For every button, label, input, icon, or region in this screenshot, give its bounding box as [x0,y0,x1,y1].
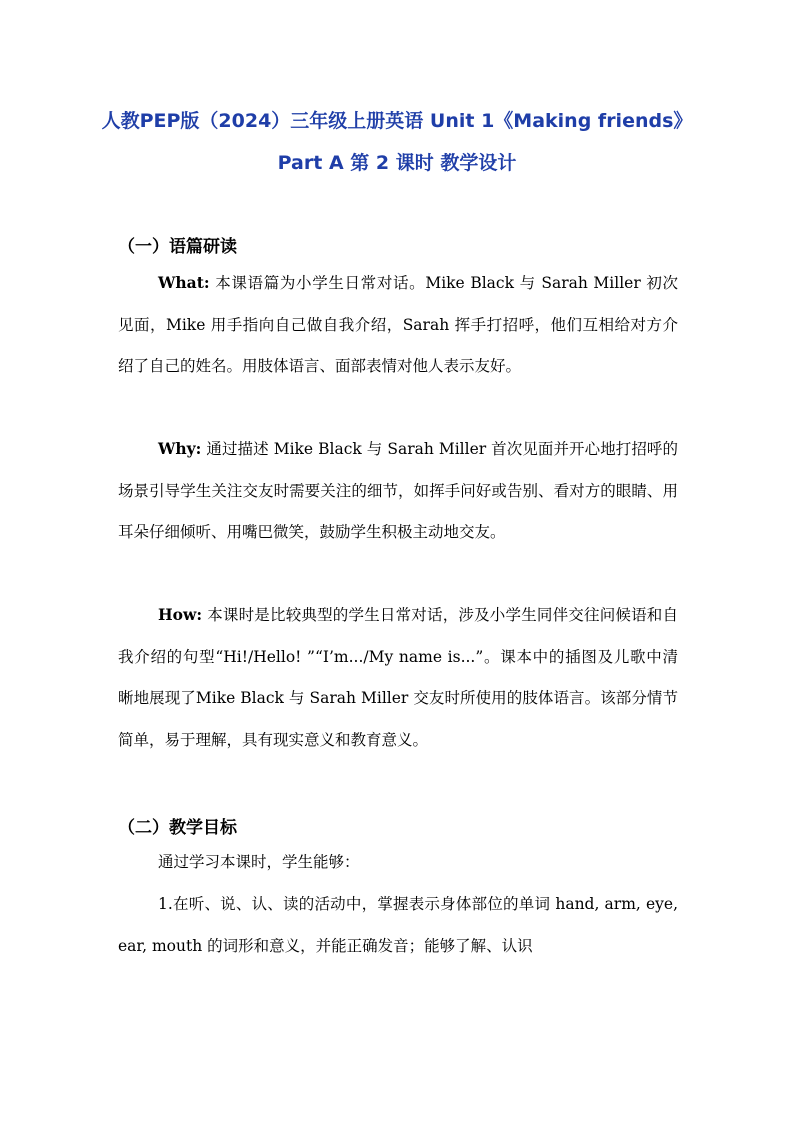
what-label: What: [158,273,210,292]
objective-item-1: 1.在听、说、认、读的活动中，掌握表示身体部位的单词 hand, arm, eye, ear, mouth 的词形和意义，并能正确发音；能够了解、认识 [118,895,678,955]
paragraph-how [118,594,678,761]
paragraph-why [118,428,678,554]
paragraph-what [118,262,678,388]
how-label: How: [158,605,203,624]
how-text: 本课时是比较典型的学生日常对话，涉及小学生同伴交往问候语和自我介绍的句型“Hi!/Hello! ”“I’m.../My name is...”。课本中的插图及儿歌中清晰地展现了Mike Black 与 Sarah Miller 交友时所使用的肢体语言。该部分情节简单，易于理解，具有现实意义和教育意义。 [118,606,678,749]
section-heading-text-analysis: （一）语篇研读 [118,237,237,257]
objectives-intro: 通过学习本课时，学生能够： [158,853,360,871]
section-heading-objectives: （二）教学目标 [118,818,237,838]
document-title-line1: 人教PEP版（2024）三年级上册英语 Unit 1《Making friends》 [101,110,693,132]
what-text: 本课语篇为小学生日常对话。Mike Black 与 Sarah Miller 初次见面，Mike 用手指向自己做自我介绍，Sarah 挥手打招呼，他们互相给对方介绍了自己的姓名。用肢体语言、面部表情对他人表示友好。 [118,274,678,375]
document-title-line2: Part A 第 2 课时 教学设计 [277,152,517,174]
why-label: Why: [158,439,202,458]
why-text: 通过描述 Mike Black 与 Sarah Miller 首次见面并开心地打招呼的场景引导学生关注交友时需要关注的细节，如挥手问好或告别、看对方的眼睛、用耳朵仔细倾听、用嘴巴微笑，鼓励学生积极主动地交友。 [118,440,678,541]
